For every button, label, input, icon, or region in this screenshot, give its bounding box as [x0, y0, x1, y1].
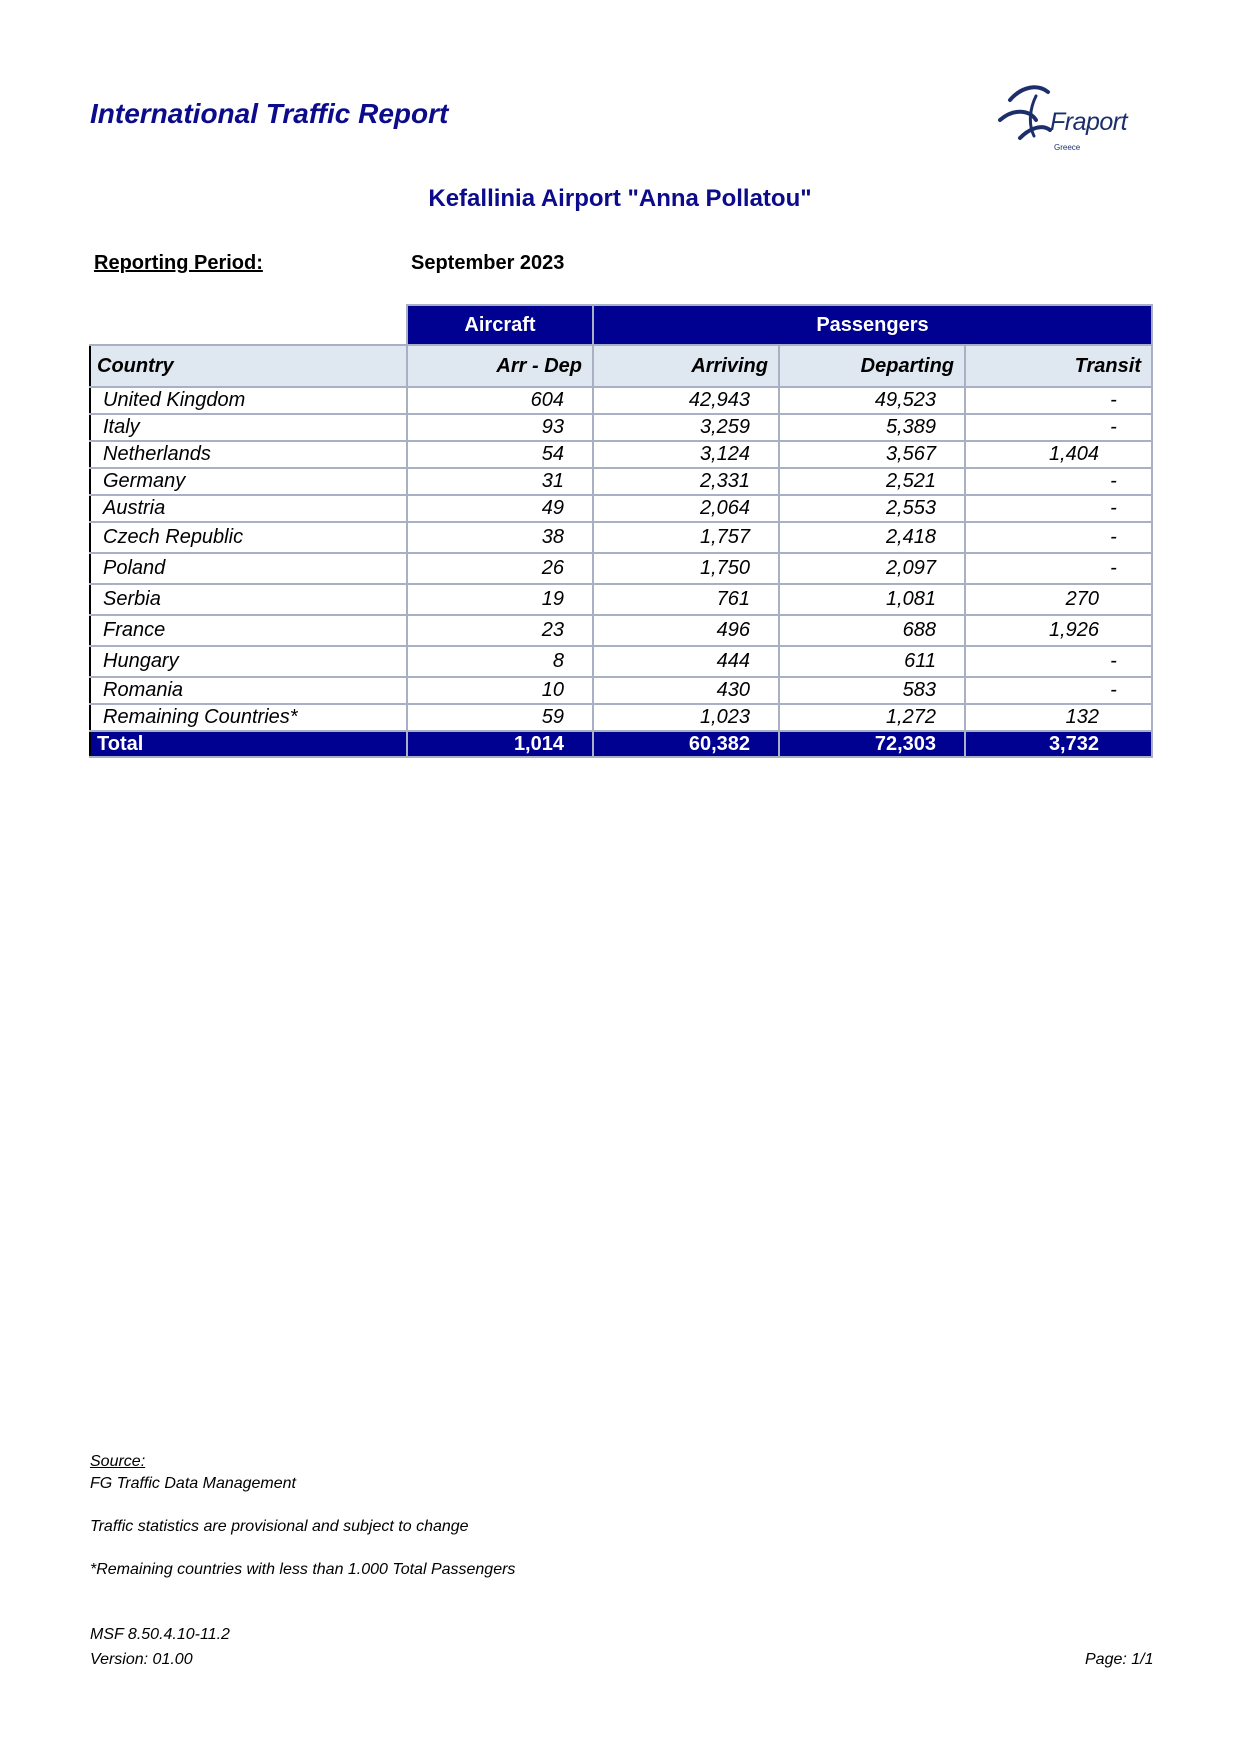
country-cell: Czech Republic: [90, 522, 407, 553]
source-value: FG Traffic Data Management: [90, 1475, 296, 1492]
transit-cell: -: [965, 495, 1152, 522]
arr-dep-cell: 38: [407, 522, 593, 553]
country-cell: Hungary: [90, 646, 407, 677]
arr-dep-cell: 23: [407, 615, 593, 646]
transit-cell: 1,404: [965, 441, 1152, 468]
departing-cell: 49,523: [779, 387, 965, 414]
table-row: [90, 414, 1152, 441]
transit-cell: -: [965, 677, 1152, 704]
transit-cell: 1,926: [965, 615, 1152, 646]
arr-dep-cell: 8: [407, 646, 593, 677]
country-cell: Romania: [90, 677, 407, 704]
table-row: [90, 468, 1152, 495]
transit-cell: 132: [965, 704, 1152, 731]
transit-cell: 270: [965, 584, 1152, 615]
table-row: [90, 553, 1152, 584]
logo-wordmark: Fraport: [1050, 108, 1128, 136]
arr-dep-cell: 26: [407, 553, 593, 584]
departing-cell: 2,553: [779, 495, 965, 522]
table-row: [90, 522, 1152, 553]
group-header-passengers: Passengers: [593, 305, 1152, 345]
arriving-cell: 1,757: [593, 522, 779, 553]
arriving-cell: 496: [593, 615, 779, 646]
group-header-aircraft: Aircraft: [407, 305, 593, 345]
column-header-country: Country: [90, 345, 407, 387]
country-cell: Germany: [90, 468, 407, 495]
departing-cell: 583: [779, 677, 965, 704]
departing-cell: 688: [779, 615, 965, 646]
document-code: MSF 8.50.4.10-11.2: [90, 1626, 230, 1643]
arr-dep-cell: 93: [407, 414, 593, 441]
arr-dep-cell: 604: [407, 387, 593, 414]
column-header-arr-dep: Arr - Dep: [407, 345, 593, 387]
arr-dep-cell: 59: [407, 704, 593, 731]
departing-cell: 1,272: [779, 704, 965, 731]
arr-dep-cell: 31: [407, 468, 593, 495]
country-cell: Austria: [90, 495, 407, 522]
total-row: [90, 731, 1152, 757]
departing-cell: 1,081: [779, 584, 965, 615]
column-header-row: [90, 345, 1152, 387]
table-row: [90, 704, 1152, 731]
total-arr-dep-cell: 1,014: [407, 731, 593, 757]
country-cell: Italy: [90, 414, 407, 441]
country-cell: Remaining Countries*: [90, 704, 407, 731]
total-transit-cell: 3,732: [965, 731, 1152, 757]
arriving-cell: 2,331: [593, 468, 779, 495]
arriving-cell: 444: [593, 646, 779, 677]
country-cell: United Kingdom: [90, 387, 407, 414]
table-row: [90, 495, 1152, 522]
reporting-period-label: Reporting Period:: [94, 252, 263, 274]
country-cell: Poland: [90, 553, 407, 584]
report-title: International Traffic Report: [90, 98, 449, 129]
page-number: Page: 1/1: [1085, 1651, 1154, 1668]
country-cell: Serbia: [90, 584, 407, 615]
country-cell: Netherlands: [90, 441, 407, 468]
arr-dep-cell: 54: [407, 441, 593, 468]
departing-cell: 2,097: [779, 553, 965, 584]
traffic-table: [89, 304, 1153, 758]
transit-cell: -: [965, 414, 1152, 441]
column-header-arriving: Arriving: [593, 345, 779, 387]
remaining-countries-note: *Remaining countries with less than 1.000 Total Passengers: [90, 1561, 516, 1578]
airport-title: Kefallinia Airport "Anna Pollatou": [428, 185, 812, 212]
arr-dep-cell: 10: [407, 677, 593, 704]
country-cell: France: [90, 615, 407, 646]
arriving-cell: 3,124: [593, 441, 779, 468]
total-country-cell: Total: [90, 731, 407, 757]
transit-cell: -: [965, 522, 1152, 553]
transit-cell: -: [965, 468, 1152, 495]
blank-cell: [90, 305, 407, 345]
reporting-period-value: September 2023: [411, 252, 565, 274]
arriving-cell: 42,943: [593, 387, 779, 414]
table-row: [90, 387, 1152, 414]
arriving-cell: 2,064: [593, 495, 779, 522]
transit-cell: -: [965, 553, 1152, 584]
provisional-note: Traffic statistics are provisional and subject to change: [90, 1518, 469, 1535]
arriving-cell: 1,023: [593, 704, 779, 731]
arr-dep-cell: 49: [407, 495, 593, 522]
logo-subtitle: Greece: [1054, 143, 1081, 152]
table-row: [90, 646, 1152, 677]
arriving-cell: 3,259: [593, 414, 779, 441]
departing-cell: 5,389: [779, 414, 965, 441]
table-row: [90, 441, 1152, 468]
arriving-cell: 1,750: [593, 553, 779, 584]
table-row: [90, 615, 1152, 646]
total-departing-cell: 72,303: [779, 731, 965, 757]
transit-cell: -: [965, 387, 1152, 414]
transit-cell: -: [965, 646, 1152, 677]
departing-cell: 2,521: [779, 468, 965, 495]
departing-cell: 611: [779, 646, 965, 677]
document-version: Version: 01.00: [90, 1651, 193, 1668]
column-header-departing: Departing: [779, 345, 965, 387]
arriving-cell: 430: [593, 677, 779, 704]
table-row: [90, 584, 1152, 615]
table-row: [90, 677, 1152, 704]
departing-cell: 3,567: [779, 441, 965, 468]
source-label: Source:: [90, 1453, 146, 1470]
column-header-transit: Transit: [965, 345, 1152, 387]
total-arriving-cell: 60,382: [593, 731, 779, 757]
departing-cell: 2,418: [779, 522, 965, 553]
arriving-cell: 761: [593, 584, 779, 615]
group-header-row: [90, 305, 1152, 345]
arr-dep-cell: 19: [407, 584, 593, 615]
